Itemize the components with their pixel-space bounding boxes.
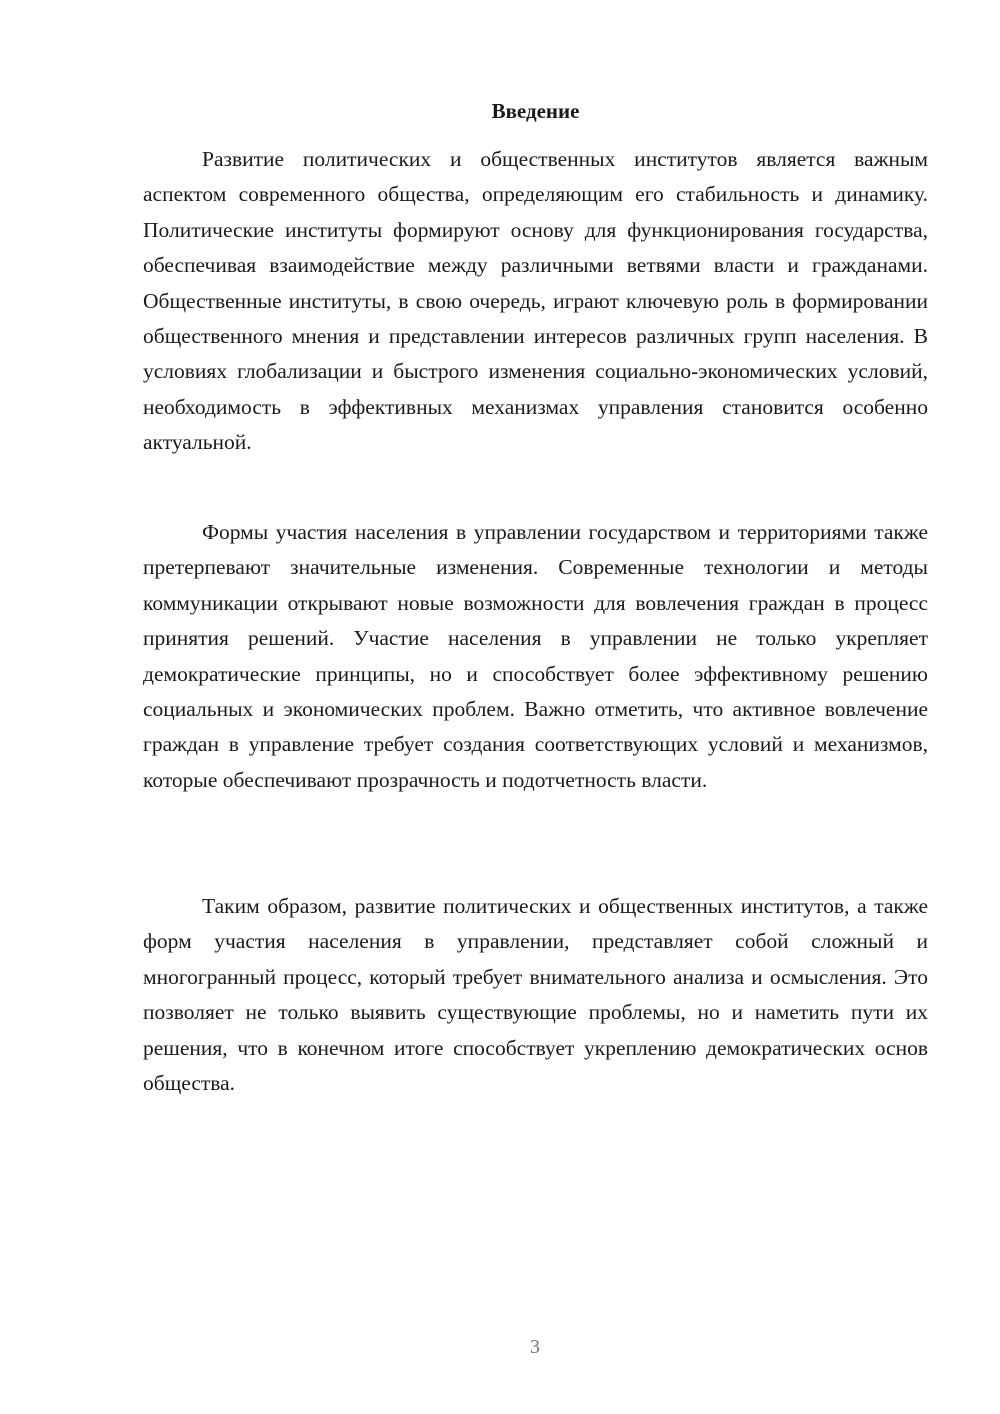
paragraph-3: Таким образом, развитие политических и общественных институтов, а также форм участия населения в управлении, представляет собой сложный и многогранный процесс, который требует внимательного анализа и осмысления. Это позволяет не только выявить существующие проблемы, но и наметить пути их решения, что в конечном итоге способствует укреплению демократических основ общества. xyxy=(143,894,928,1096)
page-number: 3 xyxy=(530,1336,540,1358)
paragraph-2: Формы участия населения в управлении государством и территориями также претерпевают значительные изменения. Современные технологии и методы коммуникации открывают новые возможности для вовлечения граждан в процесс принятия решений. Участие населения в управлении не только укрепляет демократические принципы, но и способствует более эффективному решению социальных и экономических проблем. Важно отметить, что активное вовлечение граждан в управление требует создания соответствующих условий и механизмов, которые обеспечивают прозрачность и подотчетность власти. xyxy=(143,520,928,792)
paragraph-1: Развитие политических и общественных институтов является важным аспектом современного общества, определяющим его стабильность и динамику. Политические институты формируют основу для функционирования государства, обеспечивая взаимодействие между различными ветвями власти и гражданами. Общественные институты, в свою очередь, играют ключевую роль в формировании общественного мнения и представлении интересов различных групп населения. В условиях глобализации и быстрого изменения социально-экономических условий, необходимость в эффективных механизмах управления становится особенно актуальной. xyxy=(143,147,928,455)
section-heading: Введение xyxy=(491,99,580,123)
